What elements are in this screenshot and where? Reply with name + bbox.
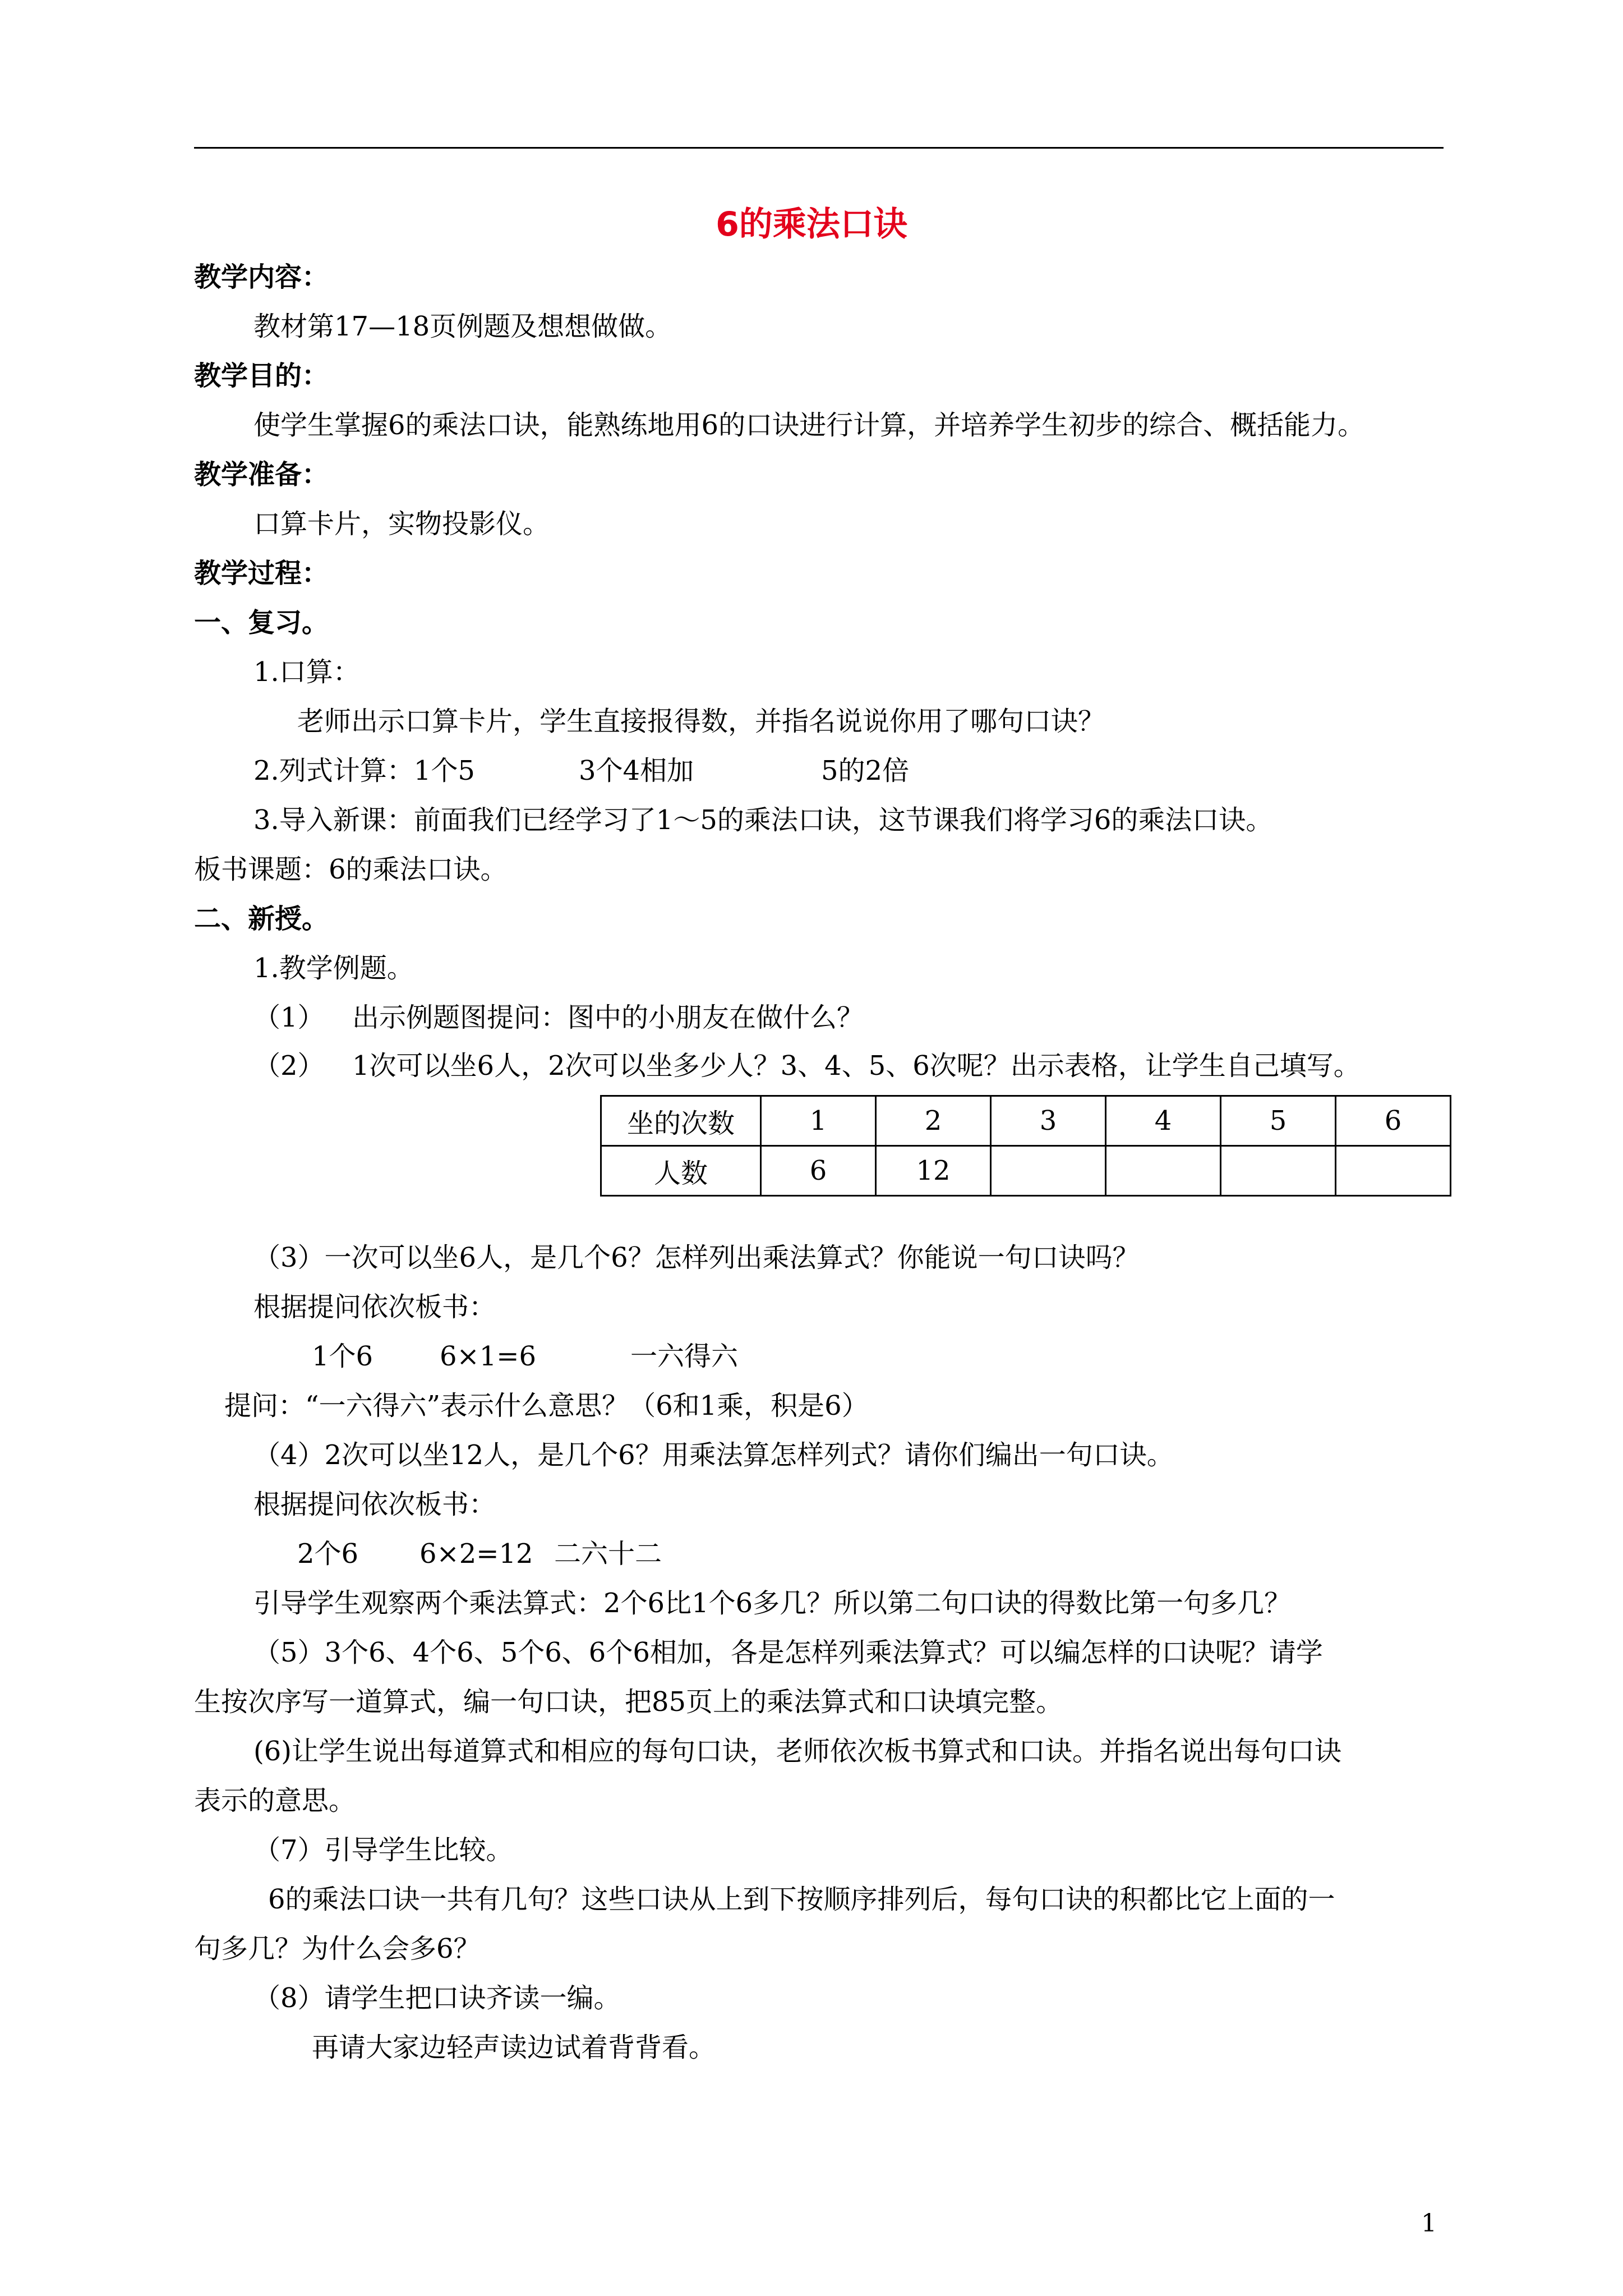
question-2-text: 1次可以坐6人，2次可以坐多少人？3、4、5、6次呢？出示表格，让学生自己填写。	[352, 1050, 1361, 1082]
question-3-formula	[312, 1338, 738, 1374]
review-item-2a: 2.列式计算：1个5	[253, 755, 475, 786]
heading-process: 教学过程：	[194, 558, 329, 589]
table-cell: 12	[876, 1146, 991, 1196]
question-2	[253, 1048, 1361, 1084]
question-1	[253, 1000, 864, 1036]
table-cell	[1106, 1146, 1221, 1196]
review-item-3: 3.导入新课：前面我们已经学习了1～5的乘法口诀，这节课我们将学习6的乘法口诀。	[253, 804, 1273, 836]
review-item-2c: 5的2倍	[821, 755, 910, 786]
table-cell: 人数	[601, 1146, 761, 1196]
review-item-1-text: 老师出示口算卡片，学生直接报得数，并指名说说你用了哪句口诀？	[297, 706, 1105, 737]
formula-expr: 6×1=6	[440, 1341, 537, 1372]
page-title: 6的乘法口诀	[716, 205, 907, 244]
table-cell: 5	[1221, 1096, 1336, 1146]
question-4-guide: 引导学生观察两个乘法算式：2个6比1个6多几？所以第二句口诀的得数比第一句多几？	[253, 1588, 1292, 1619]
review-item-1: 1.口算：	[253, 656, 360, 688]
heading-new: 二、新授。	[194, 903, 329, 935]
seats-table	[600, 1095, 1451, 1197]
table-cell: 1	[761, 1096, 876, 1146]
board-title: 板书课题：6的乘法口诀。	[194, 854, 508, 885]
table-cell: 坐的次数	[601, 1096, 761, 1146]
question-7: （7）引导学生比较。	[253, 1834, 513, 1866]
table-cell: 2	[876, 1096, 991, 1146]
question-7-line-1: 6的乘法口诀一共有几句？这些口诀从上到下按顺序排列后，每句口诀的积都比它上面的一	[268, 1884, 1335, 1915]
table-cell: 4	[1106, 1096, 1221, 1146]
question-1-num: （1）	[253, 1002, 325, 1033]
formula-count: 2个6	[297, 1538, 359, 1570]
new-item-1: 1.教学例题。	[253, 953, 414, 984]
question-4: （4）2次可以坐12人，是几个6？用乘法算怎样列式？请你们编出一句口诀。	[253, 1439, 1174, 1471]
question-3-ask: 提问：“一六得六”表示什么意思？（6和1乘，积是6）	[224, 1390, 869, 1421]
table-cell: 6	[761, 1146, 876, 1196]
heading-content: 教学内容：	[194, 261, 329, 293]
question-2-num: （2）	[253, 1050, 325, 1082]
question-5-line-1: （5）3个6、4个6、5个6、6个6相加，各是怎样列乘法算式？可以编怎样的口诀呢？请学	[253, 1637, 1323, 1668]
question-5-line-2: 生按次序写一道算式，编一句口诀，把85页上的乘法算式和口诀填完整。	[194, 1686, 1063, 1718]
table-cell	[991, 1146, 1106, 1196]
question-8: （8）请学生把口诀齐读一编。	[253, 1982, 621, 2014]
formula-expr: 6×2=12	[419, 1538, 533, 1570]
formula-count: 1个6	[312, 1341, 374, 1372]
table-row	[601, 1146, 1451, 1196]
table-cell	[1221, 1146, 1336, 1196]
table-cell	[1336, 1146, 1451, 1196]
question-4-formula	[297, 1536, 662, 1572]
heading-prep: 教学准备：	[194, 459, 329, 490]
question-3-board: 根据提问依次板书：	[253, 1291, 496, 1323]
table-cell: 3	[991, 1096, 1106, 1146]
prep-text: 口算卡片，实物投影仪。	[253, 508, 550, 540]
question-1-text: 出示例题图提问：图中的小朋友在做什么？	[352, 1002, 864, 1033]
question-3: （3）一次可以坐6人，是几个6？怎样列出乘法算式？你能说一句口诀吗？	[253, 1242, 1140, 1273]
formula-rhyme: 一六得六	[630, 1341, 739, 1372]
review-item-2	[253, 753, 909, 789]
content-text: 教材第17—18页例题及想想做做。	[253, 311, 672, 342]
table-cell: 6	[1336, 1096, 1451, 1146]
question-6-line-2: 表示的意思。	[194, 1785, 356, 1816]
table-row	[601, 1096, 1451, 1146]
question-6-line-1: (6)让学生说出每道算式和相应的每句口诀，老师依次板书算式和口诀。并指名说出每句口诀	[253, 1736, 1341, 1767]
formula-rhyme: 二六十二	[554, 1538, 662, 1570]
heading-review: 一、复习。	[194, 607, 329, 638]
question-4-board: 根据提问依次板书：	[253, 1489, 496, 1520]
header-rule	[194, 147, 1444, 149]
question-8-text: 再请大家边轻声读边试着背背看。	[312, 2032, 716, 2063]
heading-goal: 教学目的：	[194, 360, 329, 392]
review-item-2b: 3个4相加	[579, 755, 694, 786]
page-number: 1	[1421, 2209, 1437, 2238]
goal-text: 使学生掌握6的乘法口诀，能熟练地用6的口诀进行计算，并培养学生初步的综合、概括能力。	[253, 409, 1365, 441]
question-7-line-2: 句多几？为什么会多6？	[194, 1933, 481, 1964]
